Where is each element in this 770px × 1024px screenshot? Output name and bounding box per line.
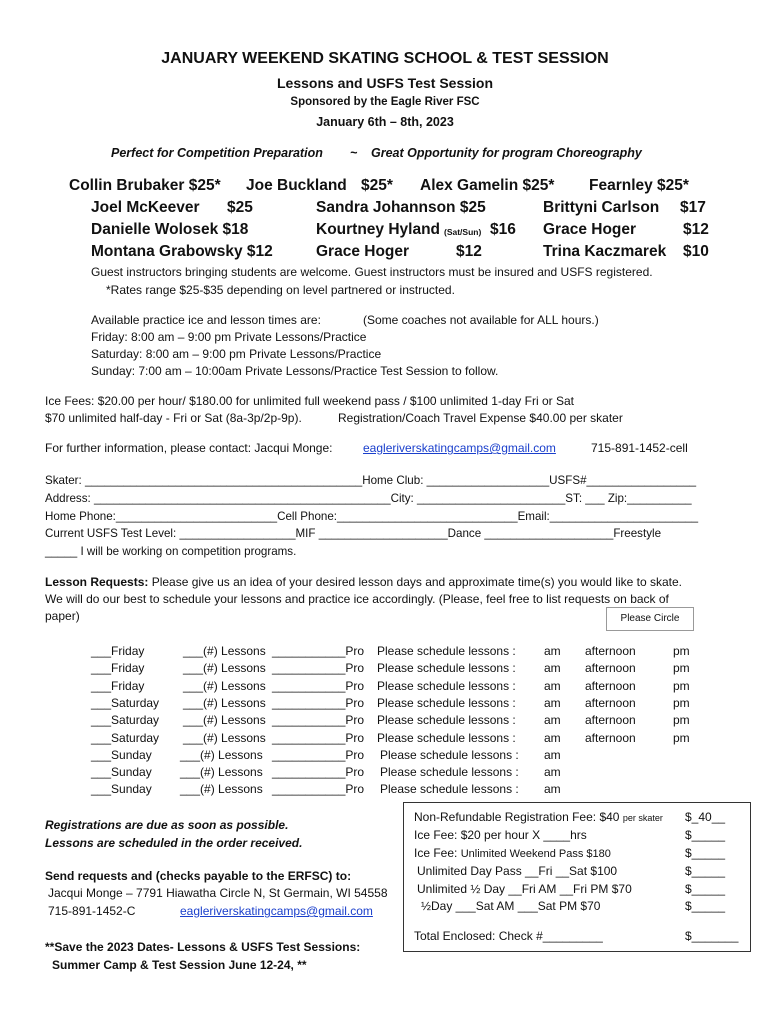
schedule-request-label: Please schedule lessons :	[380, 747, 519, 762]
schedule-request-label: Please schedule lessons :	[380, 765, 519, 780]
registration-fee-label: Non-Refundable Registration Fee: $40	[414, 810, 620, 824]
instructor: Alex Gamelin $25*	[420, 177, 555, 194]
schedule-am-option[interactable]: am	[544, 730, 561, 745]
ice-fee-hourly-amount[interactable]: $_____	[685, 828, 726, 842]
schedule-pm-option[interactable]: pm	[673, 661, 690, 676]
tagline-separator: ~	[350, 146, 358, 160]
competition-checkbox-line[interactable]: _____ I will be working on competition programs.	[45, 545, 297, 558]
schedule-day-field[interactable]: ___Friday	[91, 661, 145, 676]
schedule-am-option[interactable]: am	[544, 765, 561, 780]
ice-fee-hourly-label[interactable]: Ice Fee: $20 per hour X ____hrs	[414, 828, 587, 842]
schedule-request-label: Please schedule lessons :	[377, 730, 516, 745]
schedule-am-option[interactable]: am	[544, 782, 561, 797]
registration-due: Registrations are due as soon as possible.	[45, 818, 289, 832]
page-subtitle: Lessons and USFS Test Session	[276, 75, 494, 91]
schedule-pro-field[interactable]: ___________Pro	[272, 747, 365, 762]
schedule-day-field[interactable]: ___Saturday	[91, 730, 160, 745]
schedule-afternoon-option[interactable]: afternoon	[585, 644, 636, 658]
save-dates-line-2: Summer Camp & Test Session June 12-24, **	[52, 958, 307, 972]
address-field-line[interactable]: Address: ______________________________________________City: _______________________ST: ___ Zip:__________	[45, 492, 692, 505]
half-day-fri-amount[interactable]: $_____	[685, 882, 726, 896]
instructor: Kourtney Hyland	[316, 221, 441, 238]
fee-summary-box	[403, 802, 751, 952]
instructor: Brittyni Carlson	[543, 199, 660, 216]
lesson-requests-label: Lesson Requests:	[45, 575, 149, 589]
times-intro-note: (Some coaches not available for ALL hours.)	[363, 313, 599, 327]
schedule-am-option[interactable]: am	[544, 747, 561, 762]
instructor: Danielle Wolosek $18	[91, 221, 249, 238]
friday-hours: Friday: 8:00 am – 9:00 pm Private Lessons/Practice	[91, 330, 367, 344]
schedule-pm-option[interactable]: pm	[673, 678, 690, 693]
instructor: Joe Buckland	[246, 177, 347, 194]
rates-note: *Rates range $25-$35 depending on level partnered or instructed.	[106, 283, 455, 297]
schedule-pro-field[interactable]: ___________Pro	[272, 678, 365, 693]
schedule-pm-option[interactable]: pm	[673, 644, 690, 658]
schedule-lessons-field[interactable]: ___(#) Lessons	[183, 695, 266, 710]
registration-fee-row	[414, 810, 663, 824]
schedule-afternoon-option[interactable]: afternoon	[585, 695, 636, 710]
schedule-request-label: Please schedule lessons :	[377, 661, 516, 676]
day-pass-label[interactable]: Unlimited Day Pass __Fri __Sat $100	[417, 864, 618, 878]
lesson-requests-intro	[45, 575, 682, 589]
schedule-day-field[interactable]: ___Sunday	[91, 747, 152, 762]
schedule-lessons-field[interactable]: ___(#) Lessons	[183, 730, 266, 745]
instructor-rate: $25	[227, 199, 253, 216]
half-day-sat-amount[interactable]: $_____	[685, 899, 726, 913]
registration-expense: Registration/Coach Travel Expense $40.00 per skater	[338, 411, 623, 425]
registration-order: Lessons are scheduled in the order received.	[45, 836, 303, 850]
schedule-request-label: Please schedule lessons :	[377, 695, 516, 710]
ice-fees-line: Ice Fees: $20.00 per hour/ $180.00 for unlimited full weekend pass / $100 unlimited 1-day Fri or Sat	[45, 394, 574, 408]
schedule-request-label: Please schedule lessons :	[377, 678, 516, 693]
schedule-day-field[interactable]: ___Saturday	[91, 713, 160, 728]
guest-note: Guest instructors bringing students are welcome. Guest instructors must be insured and USFS registered.	[91, 265, 653, 279]
instructor: Grace Hoger	[316, 243, 410, 260]
schedule-pro-field[interactable]: ___________Pro	[272, 765, 365, 780]
schedule-lessons-field[interactable]: ___(#) Lessons	[180, 782, 263, 797]
instructor: Sandra Johannson $25	[316, 199, 486, 216]
instructor: Joel McKeever	[91, 199, 200, 216]
half-day-fri-label[interactable]: Unlimited ½ Day __Fri AM __Fri PM $70	[417, 882, 632, 896]
instructor-rate: $12	[683, 221, 709, 238]
schedule-pm-option[interactable]: pm	[673, 730, 690, 745]
half-day-fees: $70 unlimited half-day - Fri or Sat (8a-3p/2p-9p).	[45, 411, 302, 425]
schedule-afternoon-option[interactable]: afternoon	[585, 730, 636, 745]
test-level-field-line[interactable]: Current USFS Test Level: __________________MIF ____________________Dance ____________________Freestyle	[45, 527, 662, 540]
schedule-lessons-field[interactable]: ___(#) Lessons	[183, 661, 266, 676]
schedule-am-option[interactable]: am	[544, 695, 561, 710]
contact-email-link[interactable]: eagleriverskatingcamps@gmail.com	[363, 441, 556, 455]
schedule-day-field[interactable]: ___Friday	[91, 678, 145, 693]
event-dates: January 6th – 8th, 2023	[316, 115, 454, 129]
total-enclosed-label[interactable]: Total Enclosed: Check #_________	[414, 929, 603, 943]
registration-fee-amount[interactable]: $_40__	[685, 810, 726, 824]
schedule-afternoon-option[interactable]: afternoon	[585, 713, 636, 728]
skater-field-line[interactable]: Skater: ___________________________________________Home Club: ___________________USFS#_________________	[45, 474, 697, 487]
lesson-requests-text-3: paper)	[45, 609, 80, 623]
schedule-am-option[interactable]: am	[544, 713, 561, 728]
instructor-rate: $17	[680, 199, 706, 216]
schedule-pm-option[interactable]: pm	[673, 713, 690, 728]
schedule-day-field[interactable]: ___Saturday	[91, 695, 160, 710]
registration-phone: 715-891-1452-C	[48, 904, 136, 918]
instructor-rate: $10	[683, 243, 709, 260]
weekend-pass-amount[interactable]: $_____	[685, 846, 726, 860]
instructor-rate: $12	[456, 243, 482, 260]
schedule-pro-field[interactable]: ___________Pro	[272, 713, 365, 728]
sunday-hours: Sunday: 7:00 am – 10:00am Private Lessons/Practice Test Session to follow.	[91, 364, 499, 378]
day-pass-amount[interactable]: $_____	[685, 864, 726, 878]
schedule-request-label: Please schedule lessons :	[377, 644, 516, 658]
saturday-hours: Saturday: 8:00 am – 9:00 pm Private Lessons/Practice	[91, 347, 382, 361]
schedule-lessons-field[interactable]: ___(#) Lessons	[183, 678, 266, 693]
half-day-sat-label[interactable]: ½Day ___Sat AM ___Sat PM $70	[421, 899, 601, 913]
schedule-am-option[interactable]: am	[544, 678, 561, 693]
schedule-lessons-field[interactable]: ___(#) Lessons	[183, 644, 266, 658]
lesson-requests-text-2: We will do our best to schedule your lessons and practice ice accordingly. (Please, feel free to list requests on back of	[45, 592, 669, 606]
schedule-pro-field[interactable]: ___________Pro	[272, 730, 365, 745]
schedule-afternoon-option[interactable]: afternoon	[585, 661, 636, 676]
lesson-requests-text: Please give us an idea of your desired lesson days and approximate time(s) you would like to skate.	[151, 575, 682, 589]
please-circle-label: Please Circle	[606, 607, 694, 631]
instructor: Grace Hoger	[543, 221, 637, 238]
schedule-afternoon-option[interactable]: afternoon	[585, 678, 636, 693]
instructor: Fearnley $25*	[589, 177, 689, 194]
schedule-pro-field[interactable]: ___________Pro	[272, 695, 365, 710]
tagline-right: Great Opportunity for program Choreography	[371, 146, 642, 160]
instructor: Trina Kaczmarek	[543, 243, 667, 260]
schedule-request-label: Please schedule lessons :	[380, 782, 519, 797]
contact-phone: 715-891-1452-cell	[591, 441, 688, 455]
schedule-am-option[interactable]: am	[544, 644, 561, 658]
schedule-request-label: Please schedule lessons :	[377, 713, 516, 728]
contact-label: For further information, please contact: Jacqui Monge:	[45, 441, 333, 455]
schedule-day-field[interactable]: ___Sunday	[91, 782, 152, 797]
weekend-pass-prefix: Ice Fee:	[414, 846, 461, 860]
weekend-pass-row	[414, 846, 611, 860]
schedule-pro-field[interactable]: ___________Pro	[272, 782, 365, 797]
weekend-pass-label: Unlimited Weekend Pass $180	[460, 848, 611, 860]
instructor-note: (Sat/Sun)	[444, 227, 482, 237]
schedule-lessons-field[interactable]: ___(#) Lessons	[180, 765, 263, 780]
schedule-lessons-field[interactable]: ___(#) Lessons	[180, 747, 263, 762]
schedule-pro-field[interactable]: ___________Pro	[272, 661, 365, 676]
instructor: Montana Grabowsky $12	[91, 243, 273, 260]
times-intro: Available practice ice and lesson times are:	[91, 313, 321, 327]
page-title: JANUARY WEEKEND SKATING SCHOOL & TEST SESSION	[161, 50, 609, 67]
schedule-day-field[interactable]: ___Sunday	[91, 765, 152, 780]
save-dates-line-1: **Save the 2023 Dates- Lessons & USFS Test Sessions:	[45, 940, 361, 954]
phone-field-line[interactable]: Home Phone:_________________________Cell Phone:____________________________Email:_______________________	[45, 510, 699, 523]
schedule-pm-option[interactable]: pm	[673, 695, 690, 710]
schedule-pro-field[interactable]: ___________Pro	[272, 644, 365, 658]
registration-email-link[interactable]: eagleriverskatingcamps@gmail.com	[180, 904, 373, 918]
sponsor-line: Sponsored by the Eagle River FSC	[290, 96, 480, 108]
send-requests: Send requests and (checks payable to the ERFSC) to:	[45, 869, 352, 883]
schedule-am-option[interactable]: am	[544, 661, 561, 676]
schedule-day-field[interactable]: ___Friday	[91, 644, 145, 658]
instructor: Collin Brubaker $25*	[69, 177, 221, 194]
tagline-left: Perfect for Competition Preparation	[111, 146, 323, 160]
registration-fee-suffix: per skater	[622, 813, 663, 823]
schedule-lessons-field[interactable]: ___(#) Lessons	[183, 713, 266, 728]
instructor-rate: $25*	[361, 177, 393, 194]
instructor-rate: $16	[490, 221, 516, 238]
mailing-address: Jacqui Monge – 7791 Hiawatha Circle N, St Germain, WI 54558	[48, 886, 388, 900]
total-enclosed-amount[interactable]: $_______	[685, 929, 739, 943]
